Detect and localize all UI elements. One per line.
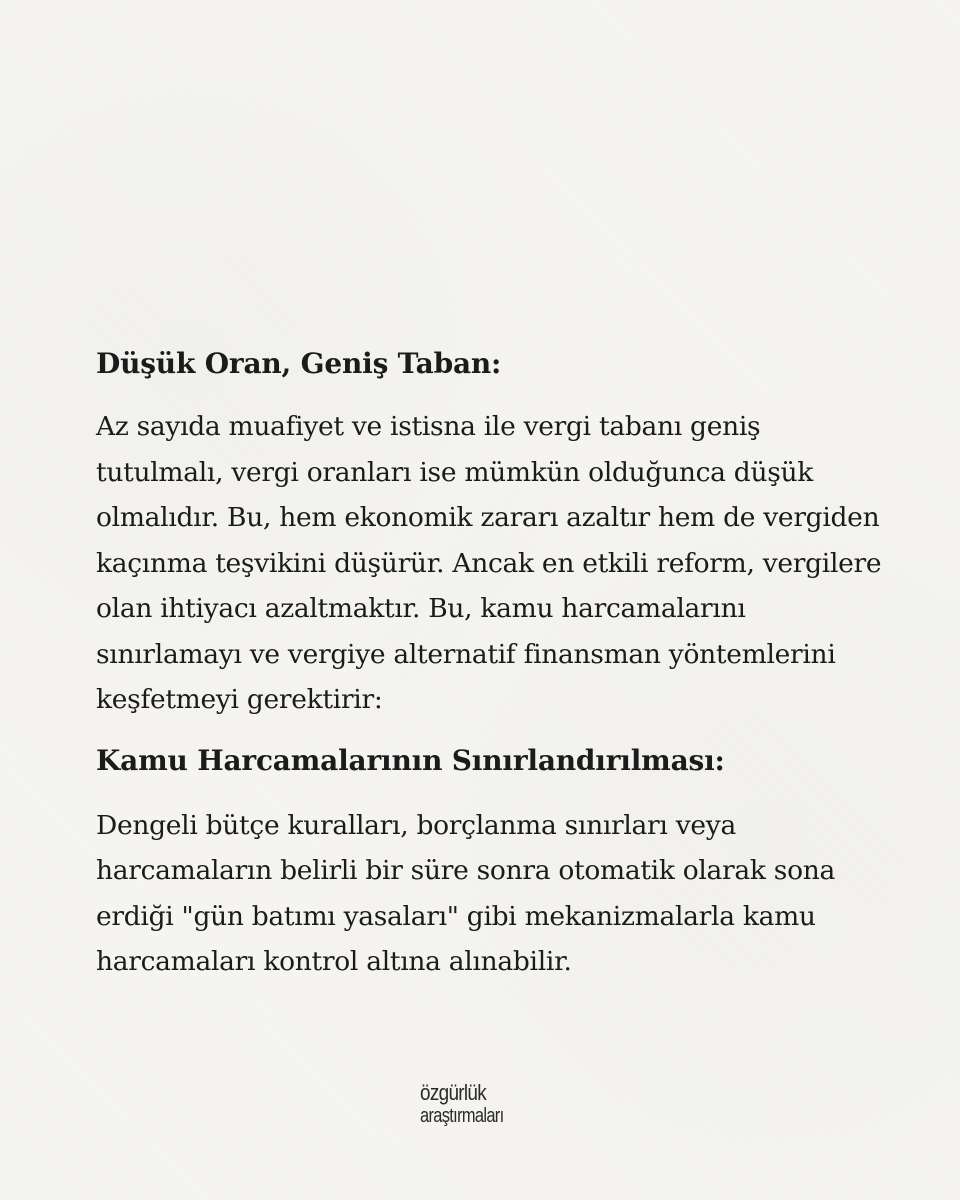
section-heading-low-rate-broad-base: Düşük Oran, Geniş Taban:: [96, 347, 502, 380]
logo-text-line1: özgürlük: [420, 1080, 487, 1105]
section-paragraph-spending-limits: Dengeli bütçe kuralları, borçlanma sınırları veya harcamaların belirli bir süre sonra otomatik olarak sona erdiği "gün batımı yasaları" gibi mekanizmalarla kamu harcamaları kontrol altına alınabilir.: [96, 809, 836, 977]
section-paragraph-low-rate-broad-base: Az sayıda muafiyet ve istisna ile vergi tabanı geniş tutulmalı, vergi oranları ise mümkün olduğunca düşük olmalıdır. Bu, hem ekonomik zararı azaltır hem de vergiden kaçınma teşvikini düşürür. Ancak en etkili reform, vergilere olan ihtiyacı azaltmaktır. Bu, kamu harcamalarını sınırlamayı ve vergiye alternatif finansman yöntemlerini keşfetmeyi gerektirir:: [96, 411, 882, 715]
section-heading-spending-limits: Kamu Harcamalarının Sınırlandırılması:: [96, 743, 725, 777]
document-body: [96, 338, 886, 985]
logo-text-line2: araştırmaları: [420, 1105, 504, 1127]
organization-logo: [420, 1082, 522, 1126]
